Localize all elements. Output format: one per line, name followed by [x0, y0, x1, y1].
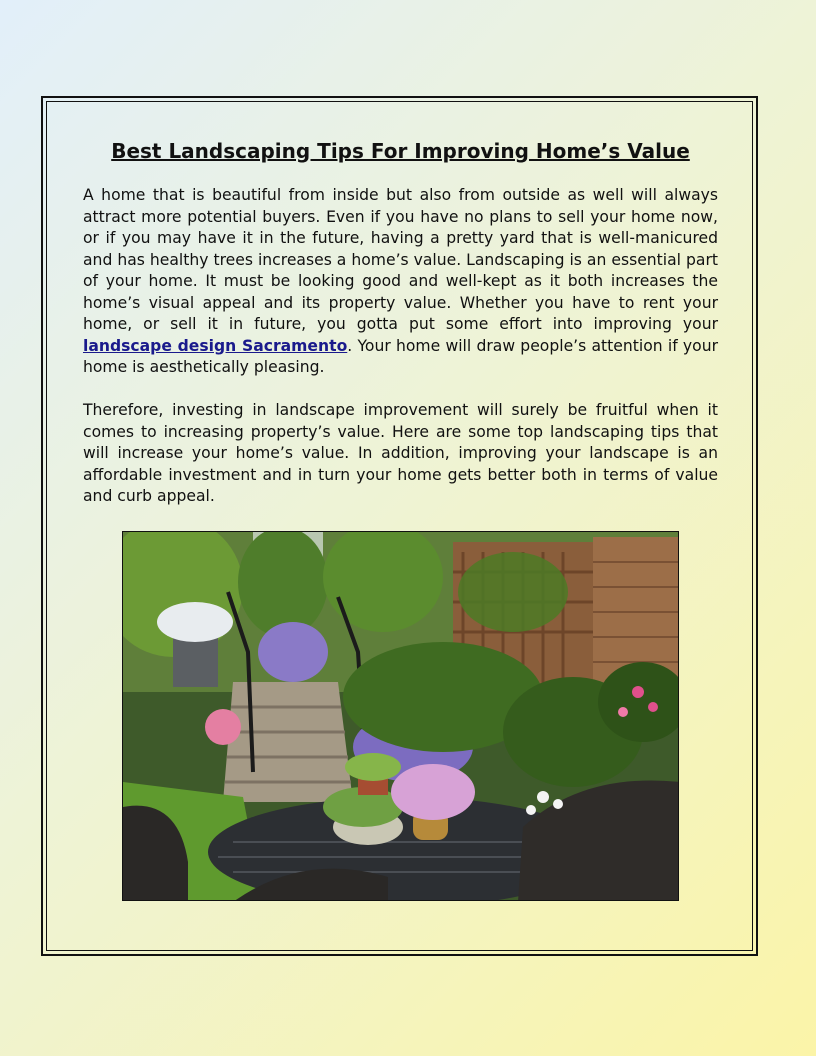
paragraph-intro	[83, 185, 718, 379]
landscape-design-link[interactable]: landscape design Sacramento	[83, 336, 348, 355]
garden-patio-photo	[122, 531, 679, 901]
page-title: Best Landscaping Tips For Improving Home’s Value	[111, 139, 690, 163]
paragraph-intro-text-before: A home that is beautiful from inside but also from outside as well will always attract more potential buyers. Even if you have no plans to sell your home now, or if you may have it in the future, having a pretty yard that is well-manicured and has healthy trees increases a home’s value. Landscaping is an essential part of your home. It must be looking good and well-kept as it both increases the home’s visual appeal and its property value. Whether you have to rent your home, or sell it in future, you gotta put some effort into improving your	[83, 186, 718, 333]
paragraph-intro-text-after: . Your home will draw people’s attention if your home is aesthetically pleasing.	[83, 336, 718, 376]
paragraph-investment: Therefore, investing in landscape improvement will surely be fruitful when it comes to increasing property’s value. Here are some top landscaping tips that will increase your home’s value. In addition, improving your landscape is an affordable investment and in turn your home gets better both in terms of value and curb appeal.	[83, 401, 718, 505]
